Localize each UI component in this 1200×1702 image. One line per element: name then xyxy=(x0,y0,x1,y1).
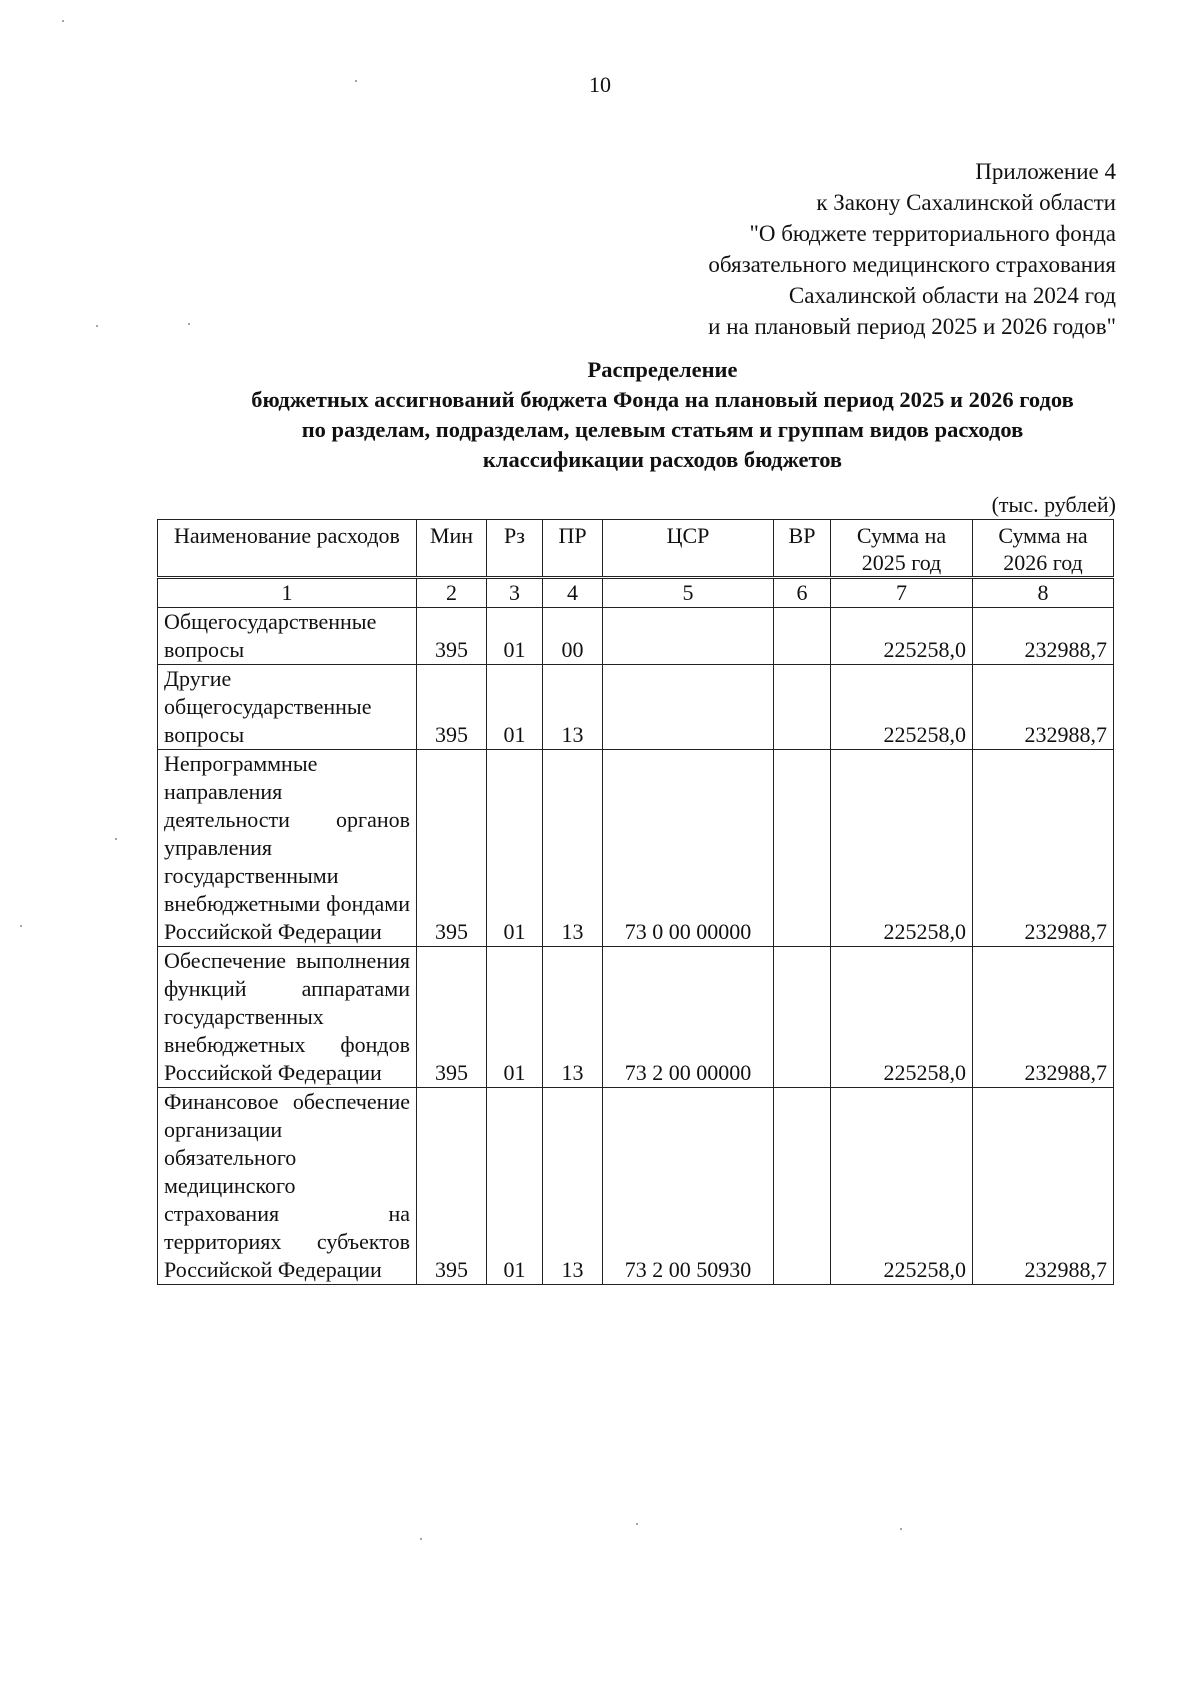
scan-speck xyxy=(20,925,22,927)
document-title xyxy=(0,355,1200,475)
row-sum-2026: 232988,7 xyxy=(973,750,1114,947)
row-vr xyxy=(774,1088,831,1285)
row-rz: 01 xyxy=(487,947,543,1088)
header-pr: ПР xyxy=(543,520,603,578)
table-row xyxy=(158,947,1114,1088)
row-sum-2026: 232988,7 xyxy=(973,665,1114,750)
page-number: 10 xyxy=(589,72,611,97)
row-rz: 01 xyxy=(487,608,543,665)
row-sum-2025: 225258,0 xyxy=(831,1088,973,1285)
row-min: 395 xyxy=(417,947,487,1088)
header-csr: ЦСР xyxy=(603,520,774,578)
row-sum-2026: 232988,7 xyxy=(973,1088,1114,1285)
scan-speck xyxy=(900,1528,902,1530)
column-number: 4 xyxy=(543,578,603,608)
row-min: 395 xyxy=(417,750,487,947)
title-line: классификации расходов бюджетов xyxy=(482,447,843,472)
budget-table xyxy=(157,519,1114,1285)
row-sum-2025: 225258,0 xyxy=(831,608,973,665)
column-number: 3 xyxy=(487,578,543,608)
appendix-line: Приложение 4 xyxy=(975,159,1116,184)
row-pr: 13 xyxy=(543,947,603,1088)
row-sum-2025: 225258,0 xyxy=(831,665,973,750)
table-row xyxy=(158,665,1114,750)
row-pr: 00 xyxy=(543,608,603,665)
row-csr: 73 0 00 00000 xyxy=(603,750,774,947)
row-name: Непрограммные направления деятельности органов управления государственными внебюджетными фондами Российской Федерации xyxy=(158,750,417,947)
scan-speck xyxy=(355,80,357,82)
scan-speck xyxy=(62,20,64,22)
column-number: 8 xyxy=(973,578,1114,608)
row-csr xyxy=(603,665,774,750)
scan-speck xyxy=(96,325,98,327)
row-csr: 73 2 00 50930 xyxy=(603,1088,774,1285)
row-vr xyxy=(774,665,831,750)
header-row xyxy=(158,520,1114,578)
row-min: 395 xyxy=(417,608,487,665)
appendix-line: и на плановый период 2025 и 2026 годов" xyxy=(708,314,1116,339)
appendix-reference xyxy=(708,156,1116,342)
title-line: бюджетных ассигнований бюджета Фонда на плановый период 2025 и 2026 годов xyxy=(251,387,1074,412)
row-name: Финансовое обеспечение организации обязательного медицинского страхования на территориях субъектов Российской Федерации xyxy=(158,1088,417,1285)
table-row xyxy=(158,750,1114,947)
column-number: 6 xyxy=(774,578,831,608)
column-number: 7 xyxy=(831,578,973,608)
row-pr: 13 xyxy=(543,1088,603,1285)
header-vr: ВР xyxy=(774,520,831,578)
row-name: Обеспечение выполнения функций аппаратами государственных внебюджетных фондов Российской Федерации xyxy=(158,947,417,1088)
row-sum-2025: 225258,0 xyxy=(831,750,973,947)
header-sum-2026: Сумма на 2026 год xyxy=(973,520,1114,578)
column-number-row xyxy=(158,578,1114,608)
row-pr: 13 xyxy=(543,750,603,947)
row-pr: 13 xyxy=(543,665,603,750)
appendix-line: Сахалинской области на 2024 год xyxy=(788,283,1116,308)
header-rz: Рз xyxy=(487,520,543,578)
row-vr xyxy=(774,608,831,665)
appendix-line: обязательного медицинского страхования xyxy=(708,252,1116,277)
row-vr xyxy=(774,947,831,1088)
units-label: (тыс. рублей) xyxy=(991,492,1116,517)
appendix-line: "О бюджете территориального фонда xyxy=(749,221,1116,246)
scan-speck xyxy=(115,838,117,840)
column-number: 5 xyxy=(603,578,774,608)
row-rz: 01 xyxy=(487,665,543,750)
column-number: 2 xyxy=(417,578,487,608)
title-line: по разделам, подразделам, целевым статьям и группам видов расходов xyxy=(301,417,1024,442)
row-name: Другие общегосударственные вопросы xyxy=(158,665,417,750)
scan-speck xyxy=(188,323,190,325)
row-sum-2025: 225258,0 xyxy=(831,947,973,1088)
row-rz: 01 xyxy=(487,1088,543,1285)
row-rz: 01 xyxy=(487,750,543,947)
row-sum-2026: 232988,7 xyxy=(973,608,1114,665)
table-row xyxy=(158,1088,1114,1285)
header-min: Мин xyxy=(417,520,487,578)
column-number: 1 xyxy=(158,578,417,608)
row-name: Общегосударственные вопросы xyxy=(158,608,417,665)
header-name: Наименование расходов xyxy=(158,520,417,578)
title-line: Распределение xyxy=(587,357,738,382)
scan-speck xyxy=(420,1538,422,1540)
row-vr xyxy=(774,750,831,947)
row-csr: 73 2 00 00000 xyxy=(603,947,774,1088)
row-csr xyxy=(603,608,774,665)
row-min: 395 xyxy=(417,1088,487,1285)
header-sum-2025: Сумма на 2025 год xyxy=(831,520,973,578)
scan-speck xyxy=(636,1523,638,1525)
row-min: 395 xyxy=(417,665,487,750)
row-sum-2026: 232988,7 xyxy=(973,947,1114,1088)
table-row xyxy=(158,608,1114,665)
appendix-line: к Закону Сахалинской области xyxy=(816,190,1116,215)
